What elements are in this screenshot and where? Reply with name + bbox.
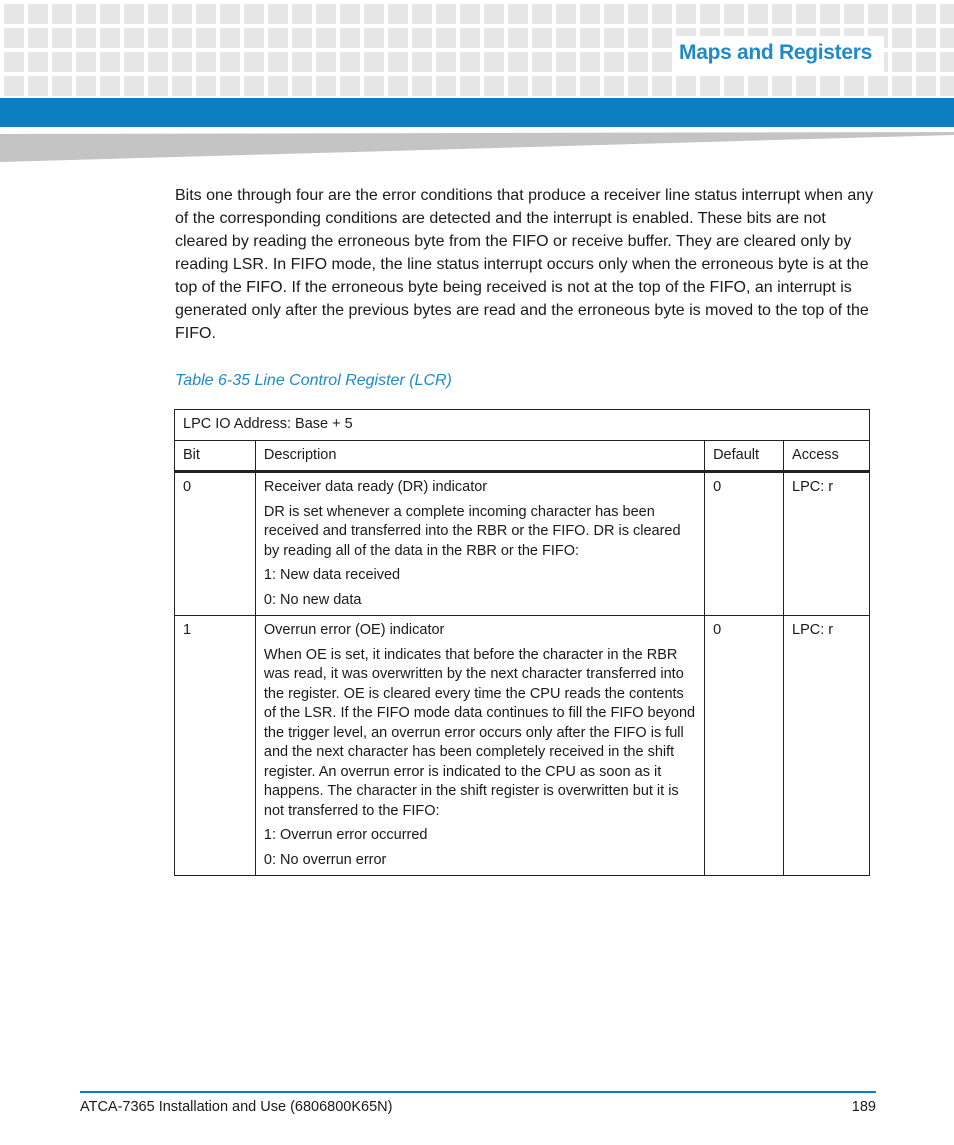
column-header-default: Default bbox=[705, 440, 784, 472]
access-cell: LPC: r bbox=[784, 616, 870, 876]
footer-document-title: ATCA-7365 Installation and Use (6806800K65N) bbox=[80, 1099, 393, 1115]
description-cell bbox=[255, 616, 704, 876]
field-title: Receiver data ready (DR) indicator bbox=[263, 479, 488, 495]
bit-cell: 1 bbox=[175, 616, 256, 876]
footer-rule bbox=[80, 1091, 876, 1093]
field-title: Overrun error (OE) indicator bbox=[263, 622, 445, 638]
description-cell bbox=[255, 472, 704, 616]
register-table bbox=[174, 409, 870, 876]
default-cell: 0 bbox=[705, 616, 784, 876]
bit-cell: 0 bbox=[175, 472, 256, 616]
column-header-description: Description bbox=[255, 440, 704, 472]
table-row bbox=[175, 472, 870, 616]
default-cell: 0 bbox=[705, 472, 784, 616]
address-row bbox=[175, 410, 870, 441]
page-section-title: Maps and Registers bbox=[679, 41, 872, 64]
field-value-zero: 0: No new data bbox=[263, 591, 362, 608]
table-row bbox=[175, 616, 870, 876]
field-details: DR is set whenever a complete incoming character has been received and transferred into the RBR or the FIFO. DR is cleared by reading all of the data in the RBR or the FIFO: bbox=[263, 503, 681, 559]
header-gray-wedge bbox=[0, 127, 954, 162]
access-cell: LPC: r bbox=[784, 472, 870, 616]
body-paragraph: Bits one through four are the error conditions that produce a receiver line status interrupt when any of the corresponding conditions are detected and the interrupt is enabled. These bits are not cleared by reading the erroneous byte from the FIFO or receive buffer. They are cleared only by reading LSR. In FIFO mode, the line status interrupt occurs only when the erroneous byte is at the top of the FIFO. If the erroneous byte being received is not at the top of the FIFO, an interrupt is generated only after the previous bytes are read and the erroneous byte is moved to the top of the FIFO. bbox=[175, 187, 874, 342]
field-value-one: 1: New data received bbox=[263, 567, 401, 583]
table-caption: Table 6-35 Line Control Register (LCR) bbox=[175, 372, 452, 389]
field-value-one: 1: Overrun error occurred bbox=[263, 827, 428, 843]
address-cell: LPC IO Address: Base + 5 bbox=[175, 410, 870, 441]
header-blue-band bbox=[0, 98, 954, 127]
field-details: When OE is set, it indicates that before the character in the RBR was read, it was overwritten by the next character transferred into the register. OE is cleared every time the CPU reads the contents of the LSR. If the FIFO mode data continues to fill the FIFO beyond the trigger level, an overrun error occurs only after the FIFO is full and the next character has been completely received in the shift register. An overrun error is indicated to the CPU as soon as it happens. The character in the shift register is overwritten but it is not transferred to the FIFO: bbox=[263, 646, 696, 819]
field-value-zero: 0: No overrun error bbox=[263, 851, 387, 868]
column-header-bit: Bit bbox=[175, 440, 256, 472]
table-header-row bbox=[175, 440, 870, 472]
column-header-access: Access bbox=[784, 440, 870, 472]
footer-page-number: 189 bbox=[851, 1099, 876, 1115]
